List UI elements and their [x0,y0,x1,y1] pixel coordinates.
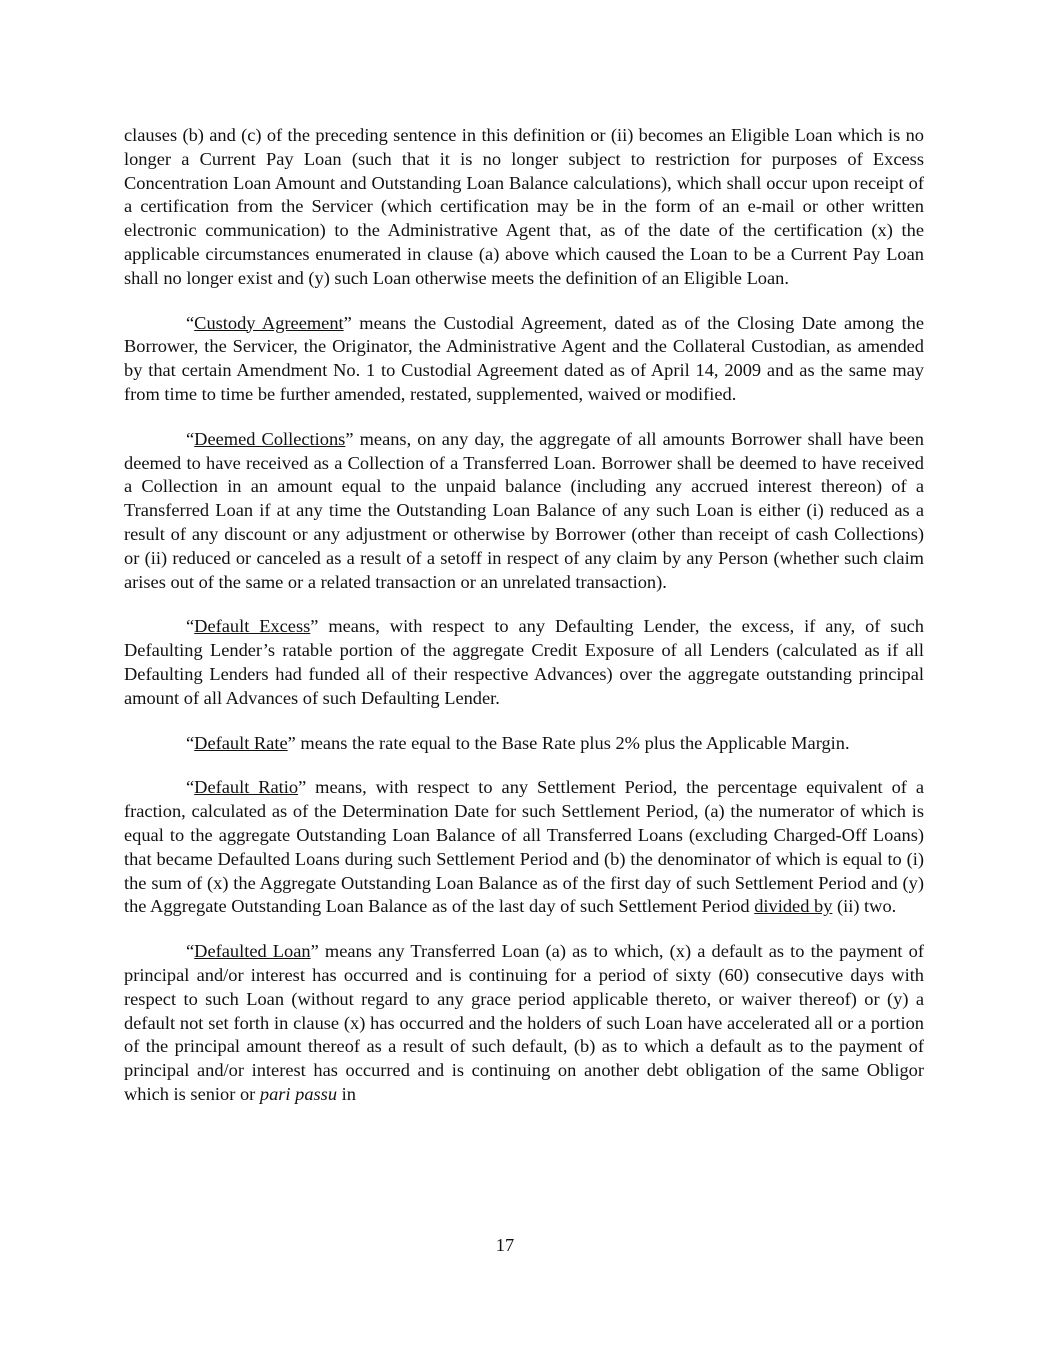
intro-paragraph: clauses (b) and (c) of the preceding sentence in this definition or (ii) becomes an Eligible Loan which is no longer a Current Pay Loan (such that it is no longer subject to restriction for purposes of Excess Concentration Loan Amount and Outstanding Loan Balance calculations), which shall occur upon receipt of a certification from the Servicer (which certification may be in the form of an e-mail or other written electronic communication) to the Administrative Agent that, as of the date of the certification (x) the applicable circumstances enumerated in clause (a) above which caused the Loan to be a Current Pay Loan shall no longer exist and (y) such Loan otherwise meets the definition of an Eligible Loan. [124,125,924,288]
definition-text: ” means, with respect to any Defaulting Lender, the excess, if any, of such Defaulting Lender’s ratable portion of the aggregate Credit Exposure of all Lenders (calculated as if all Defaulting Lenders had funded all of their respective Advances) over the aggregate outstanding principal amount of all Advances of such Defaulting Lender. [124,616,924,708]
page-number: 17 [495,1235,515,1255]
definition-text: ” means, with respect to any Settlement Period, the percentage equivalent of a fraction, calculated as of the Determination Date for such Settlement Period, (a) the numerator of which is equal to the aggregate Outstanding Loan Balance of all Transferred Loans (excluding Charged-Off Loans) that became Defaulted Loans during such Settlement Period and (b) the denominator of which is equal to (i) the sum of (x) the Aggregate Outstanding Loan Balance as of the first day of such Settlement Period and (y) the Aggregate Outstanding Loan Balance as of the last day of such Settlement Period [124,777,924,917]
definition-custody-agreement: “Custody Agreement” means the Custodial Agreement, dated as of the Closing Date among the Borrower, the Servicer, the Originator, the Administrative Agent and the Collateral Custodian, as amended by that certain Amendment No. 1 to Custodial Agreement dated as of April 14, 2009 and as the same may from time to time be further amended, restated, supplemented, waived or modified. [124,312,924,404]
definition-text: ” means the rate equal to the Base Rate plus 2% plus the Applicable Margin. [287,732,850,753]
defined-term: Deemed Collections [194,428,346,449]
definition-defaulted-loan: “Defaulted Loan” means any Transferred Loan (a) as to which, (x) a default as to the payment of principal and/or interest has occurred and is continuing for a period of sixty (60) consecutive days with respect to such Loan (without regard to any grace period applicable thereto, or waiver thereof) or (y) a default not set forth in clause (x) has occurred and the holders of such Loan have accelerated all or a portion of the principal amount thereof as a result of such default, (b) as to which a default as to the payment of principal and/or interest has occurred and is continuing on another debt obligation of the same Obligor which is senior or pari passu in [124,941,924,1104]
definition-default-ratio: “Default Ratio” means, with respect to any Settlement Period, the percentage equivalent of a fraction, calculated as of the Determination Date for such Settlement Period, (a) the numerator of which is equal to the aggregate Outstanding Loan Balance of all Transferred Loans (excluding Charged-Off Loans) that became Defaulted Loans during such Settlement Period and (b) the denominator of which is equal to (i) the sum of (x) the Aggregate Outstanding Loan Balance as of the first day of such Settlement Period and (y) the Aggregate Outstanding Loan Balance as of the last day of such Settlement Period divided by (ii) two. [124,777,924,917]
defined-term: Default Rate [194,732,288,753]
italic-phrase: pari passu [259,1083,338,1104]
page-content [124,124,924,1128]
defined-term: Defaulted Loan [194,941,311,962]
defined-term: Default Ratio [194,777,299,798]
definition-text: ” means any Transferred Loan (a) as to which, (x) a default as to the payment of principal and/or interest has occurred and is continuing for a period of sixty (60) consecutive days with respect to such Loan (without regard to any grace period applicable thereto, or waiver thereof) or (y) a default not set forth in clause (x) has occurred and the holders of such Loan have accelerated all or a portion of the principal amount thereof as a result of such default, (b) as to which a default as to the payment of principal and/or interest has occurred and is continuing on another debt obligation of the same Obligor which is senior or [124,941,924,1104]
definition-default-rate: “Default Rate” means the rate equal to the Base Rate plus 2% plus the Applicable Margin. [186,732,850,753]
defined-term: Default Excess [194,616,311,637]
definition-text: ” means the Custodial Agreement, dated as of the Closing Date among the Borrower, the Servicer, the Originator, the Administrative Agent and the Collateral Custodian, as amended by that certain Amendment No. 1 to Custodial Agreement dated as of April 14, 2009 and as the same may from time to time be further amended, restated, supplemented, waived or modified. [124,312,924,404]
definition-text-after: in [337,1083,356,1104]
definition-text-after: (ii) two. [832,896,897,917]
definition-text: ” means, on any day, the aggregate of all amounts Borrower shall have been deemed to have received as a Collection of a Transferred Loan. Borrower shall be deemed to have received a Collection in an amount equal to the unpaid balance (including any accrued interest thereon) of a Transferred Loan if at any time the Outstanding Loan Balance of any such Loan is either (i) reduced as a result of any discount or any adjustment or otherwise by Borrower (other than receipt of cash Collections) or (ii) reduced or canceled as a result of a setoff in respect of any claim by any Person (whether such claim arises out of the same or a related transaction or an unrelated transaction). [124,428,924,592]
definition-deemed-collections: “Deemed Collections” means, on any day, the aggregate of all amounts Borrower shall have been deemed to have received as a Collection of a Transferred Loan. Borrower shall be deemed to have received a Collection in an amount equal to the unpaid balance (including any accrued interest thereon) of a Transferred Loan if at any time the Outstanding Loan Balance of any such Loan is either (i) reduced as a result of any discount or any adjustment or otherwise by Borrower (other than receipt of cash Collections) or (ii) reduced or canceled as a result of a setoff in respect of any claim by any Person (whether such claim arises out of the same or a related transaction or an unrelated transaction). [124,428,924,592]
definition-default-excess: “Default Excess” means, with respect to any Defaulting Lender, the excess, if any, of such Defaulting Lender’s ratable portion of the aggregate Credit Exposure of all Lenders (calculated as if all Defaulting Lenders had funded all of their respective Advances) over the aggregate outstanding principal amount of all Advances of such Defaulting Lender. [124,616,924,708]
defined-term: Custody Agreement [194,312,344,333]
underlined-phrase: divided by [754,896,833,917]
